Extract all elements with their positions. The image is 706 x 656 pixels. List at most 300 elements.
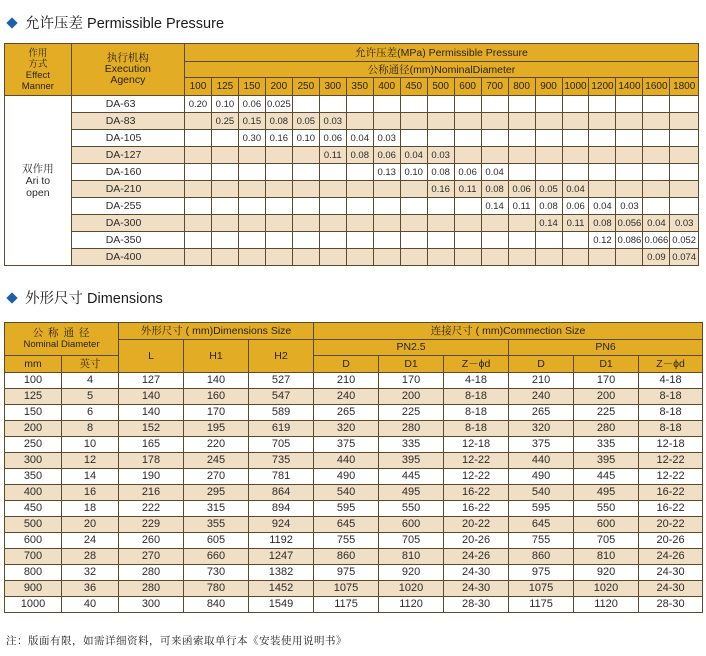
dimension-value-cell: 735	[249, 452, 314, 468]
dimension-value-cell: 660	[184, 548, 249, 564]
dimension-value-cell: 400	[5, 484, 62, 500]
dimension-value-cell: 16	[62, 484, 119, 500]
table-row	[5, 452, 703, 468]
pressure-value-cell	[589, 130, 616, 147]
diameter-header-cell: 1800	[670, 78, 699, 96]
pressure-value-cell	[400, 181, 427, 198]
dimension-value-cell: 16-22	[444, 484, 509, 500]
pressure-value-cell: 0.04	[589, 198, 616, 215]
pressure-value-cell: 0.03	[427, 147, 454, 164]
table-row	[5, 580, 703, 596]
pressure-value-cell: 0.14	[481, 198, 508, 215]
pressure-value-cell	[319, 164, 346, 181]
pressure-value-cell: 0.04	[481, 164, 508, 181]
dimension-value-cell: 12-22	[444, 452, 509, 468]
pressure-value-cell: 0.08	[346, 147, 373, 164]
dimension-value-cell: 1382	[249, 564, 314, 580]
dimension-value-cell: 527	[249, 372, 314, 388]
dimension-value-cell: 1452	[249, 580, 314, 596]
nominal-diameter-header: 公称通径(mm)NominalDiameter	[184, 62, 698, 78]
table-row	[5, 181, 699, 198]
pressure-value-cell	[400, 113, 427, 130]
diamond-bullet-icon	[6, 292, 17, 303]
pressure-value-cell	[346, 232, 373, 249]
dimension-value-cell: 645	[314, 516, 379, 532]
dimension-value-cell: 24-26	[639, 548, 703, 564]
pressure-value-cell	[616, 96, 643, 113]
dimension-value-cell: 140	[184, 372, 249, 388]
dimension-value-cell: 755	[509, 532, 574, 548]
pressure-value-cell	[454, 130, 481, 147]
pressure-value-cell: 0.15	[238, 113, 265, 130]
pressure-value-cell	[211, 198, 238, 215]
diameter-header-cell: 1000	[562, 78, 589, 96]
pressure-value-cell	[427, 113, 454, 130]
col-H1-header: H1	[184, 339, 249, 372]
pressure-value-cell	[319, 249, 346, 266]
dimension-value-cell: 335	[379, 436, 444, 452]
pressure-value-cell	[373, 113, 400, 130]
dimension-value-cell: 4	[62, 372, 119, 388]
pressure-value-cell	[589, 164, 616, 181]
pressure-value-cell: 0.03	[670, 215, 699, 232]
dimension-value-cell: 705	[574, 532, 639, 548]
dimensions-table	[4, 322, 703, 613]
pressure-value-cell	[589, 147, 616, 164]
pressure-value-cell	[427, 232, 454, 249]
pressure-value-cell	[346, 249, 373, 266]
dimension-value-cell: 355	[184, 516, 249, 532]
dimension-value-cell: 8-18	[639, 388, 703, 404]
col-inch-header: 英寸	[62, 356, 119, 373]
dimension-value-cell: 216	[119, 484, 184, 500]
dimension-value-cell: 24-30	[639, 580, 703, 596]
dimension-value-cell: 445	[574, 468, 639, 484]
pressure-value-cell	[535, 249, 562, 266]
dimension-value-cell: 645	[509, 516, 574, 532]
dimension-value-cell: 8-18	[444, 404, 509, 420]
table-row	[5, 147, 699, 164]
pressure-value-cell: 0.05	[292, 113, 319, 130]
pressure-value-cell	[508, 164, 535, 181]
dimension-value-cell: 265	[509, 404, 574, 420]
table-row	[5, 516, 703, 532]
dimension-value-cell: 860	[314, 548, 379, 564]
pressure-value-cell: 0.09	[643, 249, 670, 266]
dimension-value-cell: 975	[314, 564, 379, 580]
dimension-value-cell: 490	[314, 468, 379, 484]
pressure-value-cell	[292, 96, 319, 113]
pressure-value-cell	[562, 130, 589, 147]
pressure-value-cell: 0.08	[481, 181, 508, 198]
pressure-value-cell: 0.10	[211, 96, 238, 113]
dimension-value-cell: 540	[314, 484, 379, 500]
dimension-value-cell: 8-18	[639, 420, 703, 436]
diameter-header-cell: 400	[373, 78, 400, 96]
permissible-pressure-table	[4, 43, 699, 266]
dimension-value-cell: 547	[249, 388, 314, 404]
pressure-value-cell	[211, 232, 238, 249]
dimension-value-cell: 270	[119, 548, 184, 564]
pressure-value-cell: 0.06	[373, 147, 400, 164]
pressure-value-cell	[562, 232, 589, 249]
dimension-value-cell: 6	[62, 404, 119, 420]
pressure-value-cell	[238, 198, 265, 215]
footnote: 注：版面有限，如需详细资料，可来函索取单行本《安装使用说明书》	[6, 635, 347, 647]
effect-manner-line: Ari to	[25, 174, 51, 187]
pressure-value-cell	[589, 113, 616, 130]
agency-cell: DA-160	[71, 164, 184, 181]
pressure-value-cell	[643, 130, 670, 147]
pressure-value-cell	[265, 198, 292, 215]
col-L-header: L	[119, 339, 184, 372]
dimension-value-cell: 781	[249, 468, 314, 484]
pressure-title-text: 允许压差 Permissible Pressure	[25, 16, 225, 32]
pressure-value-cell: 0.056	[616, 215, 643, 232]
pressure-value-cell: 0.03	[319, 113, 346, 130]
dimension-value-cell: 280	[119, 564, 184, 580]
pn6-header: PN6	[509, 339, 703, 356]
pressure-value-cell: 0.025	[265, 96, 292, 113]
pressure-value-cell: 0.06	[562, 198, 589, 215]
dimension-value-cell: 14	[62, 468, 119, 484]
agency-cell: DA-63	[71, 96, 184, 113]
dimension-value-cell: 140	[119, 404, 184, 420]
pn6-col-Zd-header: Z－ϕd	[639, 356, 703, 373]
pressure-value-cell	[292, 164, 319, 181]
pressure-value-cell: 0.12	[589, 232, 616, 249]
dimension-value-cell: 265	[314, 404, 379, 420]
agency-cell: DA-127	[71, 147, 184, 164]
dimension-value-cell: 24	[62, 532, 119, 548]
agency-cell: DA-350	[71, 232, 184, 249]
dimension-value-cell: 894	[249, 500, 314, 516]
dimension-value-cell: 600	[379, 516, 444, 532]
dimension-value-cell: 12-18	[444, 436, 509, 452]
dimension-value-cell: 800	[5, 564, 62, 580]
pressure-value-cell	[265, 232, 292, 249]
pressure-value-cell	[184, 130, 211, 147]
dimension-value-cell: 165	[119, 436, 184, 452]
pressure-value-cell	[508, 232, 535, 249]
dimension-value-cell: 1549	[249, 596, 314, 612]
pressure-value-cell: 0.16	[265, 130, 292, 147]
pressure-value-cell: 0.13	[373, 164, 400, 181]
dimension-value-cell: 1120	[574, 596, 639, 612]
dimension-value-cell: 605	[184, 532, 249, 548]
dimension-value-cell: 450	[5, 500, 62, 516]
agency-cell: DA-105	[71, 130, 184, 147]
pressure-value-cell	[400, 130, 427, 147]
diameter-header-cell: 350	[346, 78, 373, 96]
table-row	[5, 548, 703, 564]
dimension-value-cell: 28-30	[639, 596, 703, 612]
pressure-value-cell: 0.074	[670, 249, 699, 266]
pressure-value-cell: 0.08	[265, 113, 292, 130]
pressure-value-cell	[319, 215, 346, 232]
pressure-value-cell	[319, 181, 346, 198]
pressure-value-cell	[238, 232, 265, 249]
table-row	[5, 388, 703, 404]
pressure-value-cell	[670, 147, 699, 164]
pressure-value-cell	[454, 96, 481, 113]
dimension-value-cell: 170	[379, 372, 444, 388]
pn25-header: PN2.5	[314, 339, 509, 356]
pressure-value-cell	[643, 113, 670, 130]
pressure-value-cell	[346, 198, 373, 215]
dimension-value-cell: 375	[314, 436, 379, 452]
pressure-value-cell	[616, 249, 643, 266]
pressure-value-cell	[481, 96, 508, 113]
pressure-value-cell	[616, 130, 643, 147]
dimension-value-cell: 300	[5, 452, 62, 468]
diameter-header-cell: 100	[184, 78, 211, 96]
diameter-header-cell: 300	[319, 78, 346, 96]
pressure-value-cell	[454, 215, 481, 232]
pressure-value-cell	[508, 215, 535, 232]
pressure-value-cell	[481, 130, 508, 147]
table-row	[5, 564, 703, 580]
dimension-value-cell: 20-26	[444, 532, 509, 548]
dimension-value-cell: 1020	[379, 580, 444, 596]
pressure-value-cell	[184, 215, 211, 232]
pressure-value-cell	[292, 147, 319, 164]
pressure-value-cell: 0.052	[670, 232, 699, 249]
pressure-value-cell: 0.08	[427, 164, 454, 181]
pressure-section-title	[6, 12, 224, 33]
dimension-value-cell: 190	[119, 468, 184, 484]
dimension-value-cell: 1175	[314, 596, 379, 612]
agency-cell: DA-210	[71, 181, 184, 198]
pressure-value-cell	[508, 113, 535, 130]
effect-manner-line: 双作用	[22, 162, 54, 175]
dimension-value-cell: 1075	[509, 580, 574, 596]
pressure-value-cell	[670, 96, 699, 113]
dimension-value-cell: 240	[314, 388, 379, 404]
dimension-value-cell: 222	[119, 500, 184, 516]
diameter-header-cell: 200	[265, 78, 292, 96]
pressure-value-cell	[454, 147, 481, 164]
pressure-value-cell	[589, 249, 616, 266]
pressure-value-cell	[454, 232, 481, 249]
dimension-value-cell: 16-22	[639, 500, 703, 516]
pressure-value-cell	[373, 96, 400, 113]
table-row	[5, 436, 703, 452]
dimension-value-cell: 619	[249, 420, 314, 436]
dimension-value-cell: 705	[249, 436, 314, 452]
dimension-value-cell: 589	[249, 404, 314, 420]
pressure-value-cell	[265, 164, 292, 181]
diameter-header-cell: 450	[400, 78, 427, 96]
table-row	[5, 164, 699, 181]
dimension-value-cell: 40	[62, 596, 119, 612]
dimension-value-cell: 5	[62, 388, 119, 404]
dimension-value-cell: 595	[509, 500, 574, 516]
dimension-value-cell: 20-26	[639, 532, 703, 548]
dimension-value-cell: 495	[574, 484, 639, 500]
pressure-value-cell	[265, 249, 292, 266]
pressure-value-cell: 0.06	[454, 164, 481, 181]
pressure-value-cell	[427, 198, 454, 215]
dimension-value-cell: 280	[379, 420, 444, 436]
pn25-col-D1-header: D1	[379, 356, 444, 373]
pressure-value-cell	[373, 232, 400, 249]
dimension-value-cell: 730	[184, 564, 249, 580]
pressure-value-cell: 0.20	[184, 96, 211, 113]
diameter-header-cell: 250	[292, 78, 319, 96]
pressure-value-cell	[400, 232, 427, 249]
dimension-value-cell: 445	[379, 468, 444, 484]
dimension-value-cell: 28-30	[444, 596, 509, 612]
dimension-value-cell: 178	[119, 452, 184, 468]
dimension-value-cell: 12-22	[639, 468, 703, 484]
dimension-value-cell: 920	[574, 564, 639, 580]
pressure-value-cell	[643, 96, 670, 113]
table-row	[5, 532, 703, 548]
pressure-value-cell	[643, 198, 670, 215]
table-row	[5, 249, 699, 266]
dimension-value-cell: 225	[379, 404, 444, 420]
dimension-value-cell: 375	[509, 436, 574, 452]
pressure-value-cell	[319, 198, 346, 215]
dimension-value-cell: 1192	[249, 532, 314, 548]
dimension-value-cell: 540	[509, 484, 574, 500]
pressure-value-cell	[481, 113, 508, 130]
dimension-value-cell: 195	[184, 420, 249, 436]
pressure-value-cell	[319, 232, 346, 249]
diameter-header-cell: 500	[427, 78, 454, 96]
pressure-value-cell	[238, 181, 265, 198]
dimension-value-cell: 1075	[314, 580, 379, 596]
pressure-value-cell: 0.066	[643, 232, 670, 249]
pressure-value-cell	[643, 147, 670, 164]
dimension-value-cell: 24-26	[444, 548, 509, 564]
diamond-bullet-icon	[6, 17, 17, 28]
pressure-value-cell: 0.06	[238, 96, 265, 113]
dimension-value-cell: 24-30	[444, 580, 509, 596]
diameter-header-cell: 900	[535, 78, 562, 96]
pressure-value-cell	[346, 215, 373, 232]
dimension-value-cell: 12-18	[639, 436, 703, 452]
dimension-value-cell: 140	[119, 388, 184, 404]
dimension-value-cell: 1020	[574, 580, 639, 596]
pressure-value-cell	[508, 249, 535, 266]
dimension-value-cell: 320	[314, 420, 379, 436]
table-row	[5, 596, 703, 612]
pressure-value-cell	[427, 215, 454, 232]
pressure-value-cell	[670, 198, 699, 215]
pressure-value-cell	[508, 130, 535, 147]
pressure-value-cell	[292, 198, 319, 215]
effect-manner-line: open	[26, 186, 50, 199]
dimension-value-cell: 127	[119, 372, 184, 388]
diameter-header-cell: 150	[238, 78, 265, 96]
dimensions-size-header: 外形尺寸 ( mm)Dimensions Size	[119, 323, 314, 340]
dimension-value-cell: 20-22	[444, 516, 509, 532]
table-row	[5, 215, 699, 232]
pressure-value-cell	[643, 164, 670, 181]
pressure-value-cell	[346, 181, 373, 198]
pressure-value-cell	[346, 113, 373, 130]
pressure-value-cell	[400, 249, 427, 266]
dimension-value-cell: 240	[509, 388, 574, 404]
dimension-value-cell: 10	[62, 436, 119, 452]
diameter-header-cell: 600	[454, 78, 481, 96]
dimension-value-cell: 295	[184, 484, 249, 500]
nominal-diameter-header: 公 称 通 径 Nominal Diameter	[5, 323, 119, 356]
dimension-value-cell: 28	[62, 548, 119, 564]
pressure-value-cell: 0.14	[535, 215, 562, 232]
dimension-value-cell: 170	[184, 404, 249, 420]
pressure-value-cell	[535, 232, 562, 249]
pressure-value-cell: 0.10	[292, 130, 319, 147]
dimension-value-cell: 755	[314, 532, 379, 548]
pressure-value-cell: 0.11	[508, 198, 535, 215]
pressure-value-cell	[373, 215, 400, 232]
execution-agency-header: 执行机构 Execution Agency	[71, 44, 184, 96]
table-row	[5, 372, 703, 388]
dimension-value-cell: 780	[184, 580, 249, 596]
pressure-value-cell	[589, 181, 616, 198]
dimension-value-cell: 16-22	[639, 484, 703, 500]
pressure-value-cell	[616, 147, 643, 164]
pressure-value-cell	[562, 96, 589, 113]
dimension-value-cell: 8-18	[444, 420, 509, 436]
dimension-value-cell: 24-30	[639, 564, 703, 580]
permissible-pressure-header: 允许压差(MPa) Permissible Pressure	[184, 44, 698, 62]
dimension-value-cell: 270	[184, 468, 249, 484]
pressure-value-cell	[211, 249, 238, 266]
pressure-value-cell	[238, 249, 265, 266]
pressure-value-cell	[184, 181, 211, 198]
pressure-value-cell: 0.10	[400, 164, 427, 181]
agency-cell: DA-400	[71, 249, 184, 266]
pressure-value-cell	[238, 164, 265, 181]
dimension-value-cell: 20	[62, 516, 119, 532]
diameter-header-cell: 125	[211, 78, 238, 96]
pressure-value-cell	[670, 164, 699, 181]
pressure-value-cell: 0.16	[427, 181, 454, 198]
pressure-value-cell	[184, 232, 211, 249]
col-mm-header: mm	[5, 356, 62, 373]
pressure-value-cell	[265, 181, 292, 198]
diameter-header-cell: 1400	[616, 78, 643, 96]
pressure-value-cell	[400, 96, 427, 113]
dimension-value-cell: 1175	[509, 596, 574, 612]
dimension-value-cell: 18	[62, 500, 119, 516]
pressure-value-cell	[670, 113, 699, 130]
dimension-value-cell: 705	[379, 532, 444, 548]
pressure-value-cell	[562, 164, 589, 181]
table-row	[5, 468, 703, 484]
dimension-value-cell: 490	[509, 468, 574, 484]
pressure-value-cell	[562, 147, 589, 164]
dimension-value-cell: 200	[574, 388, 639, 404]
diameter-header-cell: 1200	[589, 78, 616, 96]
pressure-value-cell	[184, 147, 211, 164]
table-row	[5, 198, 699, 215]
dimension-value-cell: 320	[509, 420, 574, 436]
pressure-value-cell	[535, 96, 562, 113]
dimension-value-cell: 600	[5, 532, 62, 548]
pressure-value-cell	[454, 249, 481, 266]
pressure-value-cell: 0.30	[238, 130, 265, 147]
pressure-value-cell	[562, 113, 589, 130]
pressure-value-cell	[616, 181, 643, 198]
pressure-value-cell	[292, 181, 319, 198]
table-row	[5, 484, 703, 500]
dimension-value-cell: 200	[379, 388, 444, 404]
